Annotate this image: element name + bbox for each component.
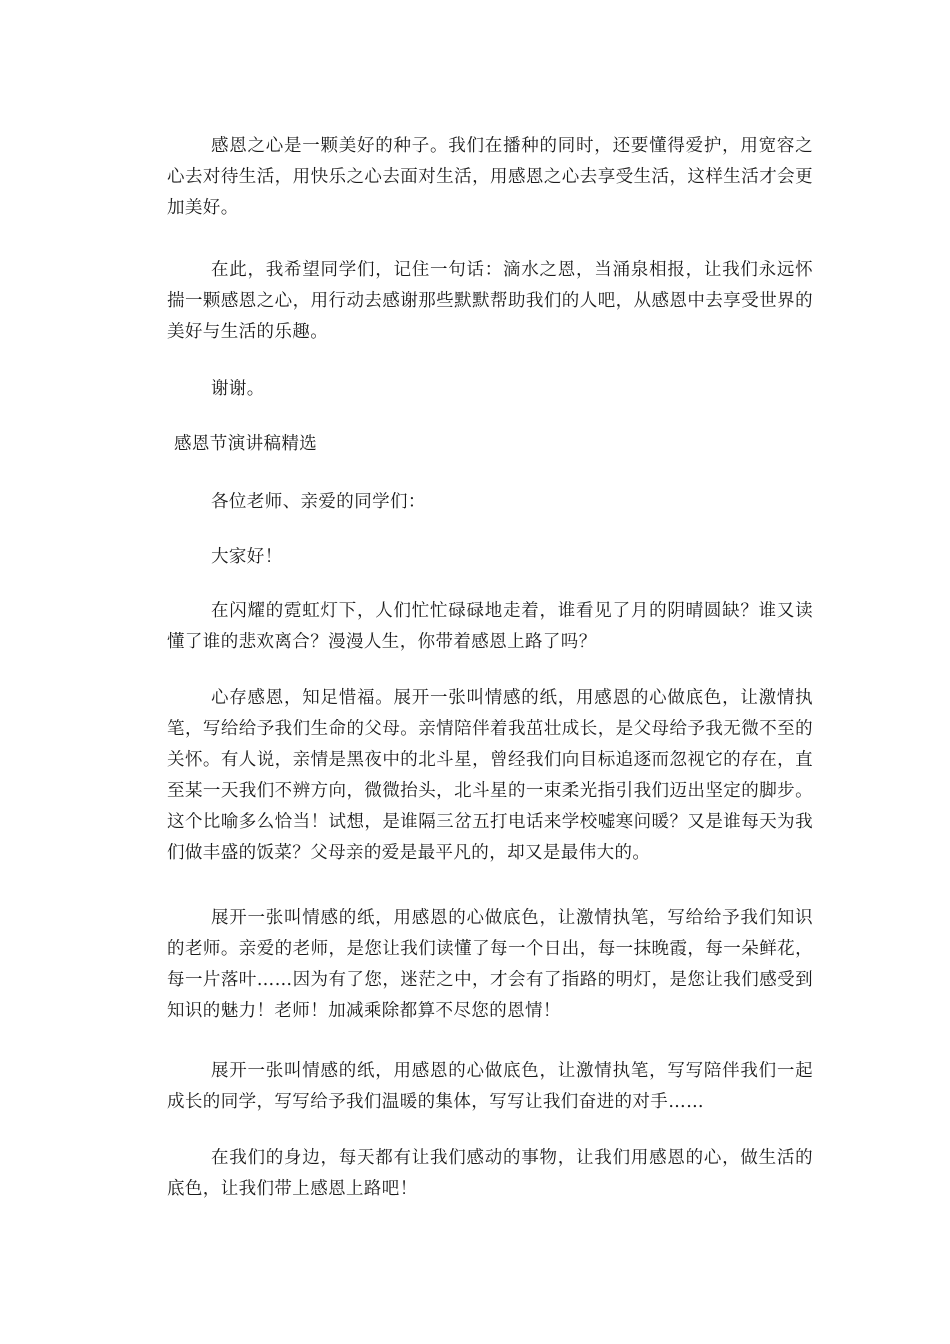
paragraph-gratitude-seed: 感恩之心是一颗美好的种子。我们在播种的同时，还要懂得爱护，用宽容之心去对待生活，用快乐之心去面对生活，用感恩之心去享受生活，这样生活才会更加美好。	[167, 136, 813, 218]
speech-paragraph-neon: 在闪耀的霓虹灯下，人们忙忙碌碌地走着，谁看见了月的阴晴圆缺？谁又读懂了谁的悲欢离合？漫漫人生，你带着感恩上路了吗？	[167, 601, 813, 652]
speech-paragraph-closing: 在我们的身边，每天都有让我们感动的事物，让我们用感恩的心，做生活的底色，让我们带上感恩上路吧！	[167, 1148, 813, 1199]
speech-paragraph-parents: 心存感恩，知足惜福。展开一张叫情感的纸，用感恩的心做底色，让激情执笔，写给给予我们生命的父母。亲情陪伴着我茁壮成长，是父母给予我无微不至的关怀。有人说，亲情是黑夜中的北斗星，曾经我们向目标追逐而忽视它的存在，直至某一天我们不辨方向，微微抬头，北斗星的一束柔光指引我们迈出坚定的脚步。这个比喻多么恰当！试想，是谁隔三岔五打电话来学校嘘寒问暖？又是谁每天为我们做丰盛的饭菜？父母亲的爱是最平凡的，却又是最伟大的。	[167, 688, 813, 863]
speech-hello: 大家好！	[211, 547, 283, 567]
speech-greeting: 各位老师、亲爱的同学们：	[211, 492, 426, 512]
speech-paragraph-classmates: 展开一张叫情感的纸，用感恩的心做底色，让激情执笔，写写陪伴我们一起成长的同学，写写给予我们温暖的集体，写写让我们奋进的对手……	[167, 1061, 813, 1112]
paragraph-remember-saying: 在此，我希望同学们，记住一句话：滴水之恩，当涌泉相报，让我们永远怀揣一颗感恩之心，用行动去感谢那些默默帮助我们的人吧，从感恩中去享受世界的美好与生活的乐趣。	[167, 260, 813, 342]
section-title: 感恩节演讲稿精选	[174, 434, 318, 454]
paragraph-thanks: 谢谢。	[211, 379, 265, 399]
speech-paragraph-teachers: 展开一张叫情感的纸，用感恩的心做底色，让激情执笔，写给给予我们知识的老师。亲爱的老师，是您让我们读懂了每一个日出，每一抹晚霞，每一朵鲜花，每一片落叶……因为有了您，迷茫之中，才会有了指路的明灯，是您让我们感受到知识的魅力！老师！加减乘除都算不尽您的恩情！	[167, 908, 813, 1021]
